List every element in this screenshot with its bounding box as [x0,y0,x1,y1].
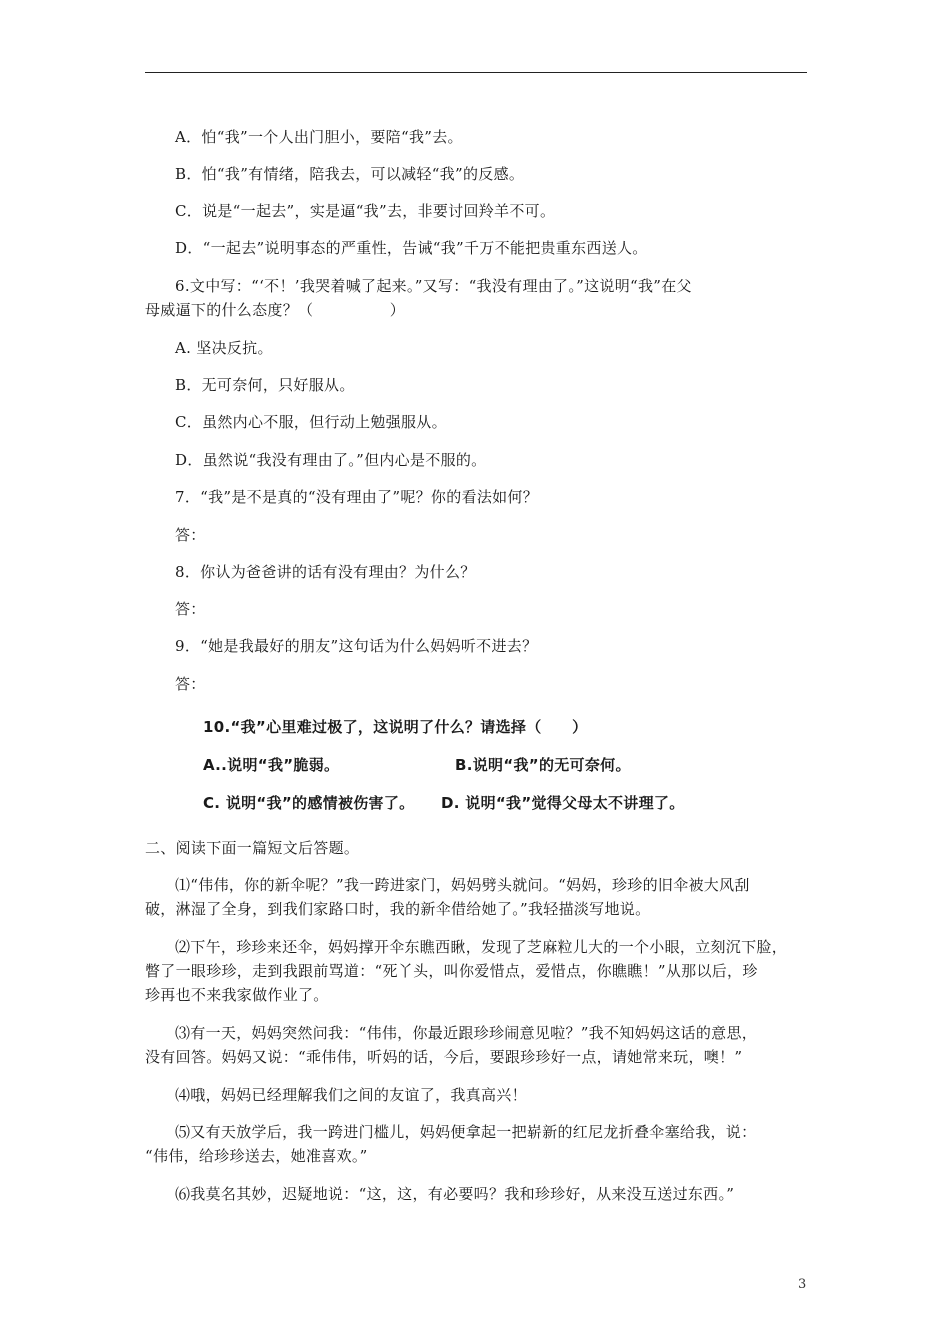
paragraph-2-line1: ⑵下午，珍珍来还伞，妈妈撑开伞东瞧西瞅，发现了芝麻粒儿大的一个小眼，立刻沉下脸， [175,938,788,956]
q8-answer: 答： [175,600,206,618]
q6-option-b: B．无可奈何，只好服从。 [175,376,355,394]
q10-option-d: D. 说明“我”觉得父母太不讲理了。 [441,794,685,812]
q5-option-a: A．怕“我”一个人出门胆小，要陪“我”去。 [175,128,463,146]
q10-question: 10.“我”心里难过极了，这说明了什么？请选择（ ） [203,718,588,736]
q5-option-b: B．怕“我”有情绪，陪我去，可以减轻“我”的反感。 [175,165,525,183]
page-number: 3 [798,1277,807,1292]
paragraph-6-line1: ⑹我莫名其妙，迟疑地说：“这，这，有必要吗？我和珍珍好，从来没互送过东西。” [175,1185,735,1203]
q5-option-d: D．“一起去”说明事态的严重性，告诫“我”千万不能把贵重东西送人。 [175,239,648,257]
section2-title: 二、阅读下面一篇短文后答题。 [145,839,360,857]
q6-option-a: A. 坚决反抗。 [175,339,273,357]
q7-answer: 答： [175,526,206,544]
paragraph-1-line1: ⑴“伟伟，你的新伞呢？”我一跨进家门，妈妈劈头就问。“妈妈，珍珍的旧伞被大风刮 [175,876,750,894]
q6-option-d: D．虽然说“我没有理由了。”但内心是不服的。 [175,451,487,469]
q10-option-c: C. 说明“我”的感情被伤害了。 [203,794,415,812]
q6-question-line2: 母威逼下的什么态度？（ ） [145,301,406,319]
paragraph-4-line1: ⑷哦，妈妈已经理解我们之间的友谊了，我真高兴！ [175,1086,527,1104]
paragraph-1-line2: 破，淋湿了全身，到我们家路口时，我的新伞借给她了。”我轻描淡写地说。 [145,900,651,918]
paragraph-2-line2: 瞥了一眼珍珍，走到我跟前骂道：“死丫头，叫你爱惜点，爱惜点，你瞧瞧！”从那以后，珍 [145,962,758,980]
q6-question-line1: 6.文中写：“‘不！’我哭着喊了起来。”又写：“我没有理由了。”这说明“我”在父 [175,277,692,295]
q5-option-c: C．说是“一起去”，实是逼“我”去，非要讨回羚羊不可。 [175,202,556,220]
paragraph-2-line3: 珍再也不来我家做作业了。 [145,986,329,1004]
paragraph-3-line2: 没有回答。妈妈又说：“乖伟伟，听妈的话，今后，要跟珍珍好一点，请她常来玩，噢！” [145,1048,743,1066]
header-rule [145,72,807,73]
q10-option-a: A..说明“我”脆弱。 [203,756,340,774]
paragraph-3-line1: ⑶有一天，妈妈突然问我：“伟伟，你最近跟珍珍闹意见啦？”我不知妈妈这话的意思， [175,1024,758,1042]
q6-option-c: C．虽然内心不服，但行动上勉强服从。 [175,413,447,431]
q9-question: 9．“她是我最好的朋友”这句话为什么妈妈听不进去？ [175,637,538,655]
paragraph-5-line1: ⑸又有天放学后，我一跨进门槛儿，妈妈便拿起一把崭新的红尼龙折叠伞塞给我，说： [175,1123,757,1141]
q9-answer: 答： [175,675,206,693]
q8-question: 8．你认为爸爸讲的话有没有理由？为什么？ [175,563,476,581]
paragraph-5-line2: “伟伟，给珍珍送去，她准喜欢。” [145,1147,368,1165]
q10-option-b: B.说明“我”的无可奈何。 [455,756,631,774]
q7-question: 7．“我”是不是真的“没有理由了”呢？你的看法如何？ [175,488,539,506]
